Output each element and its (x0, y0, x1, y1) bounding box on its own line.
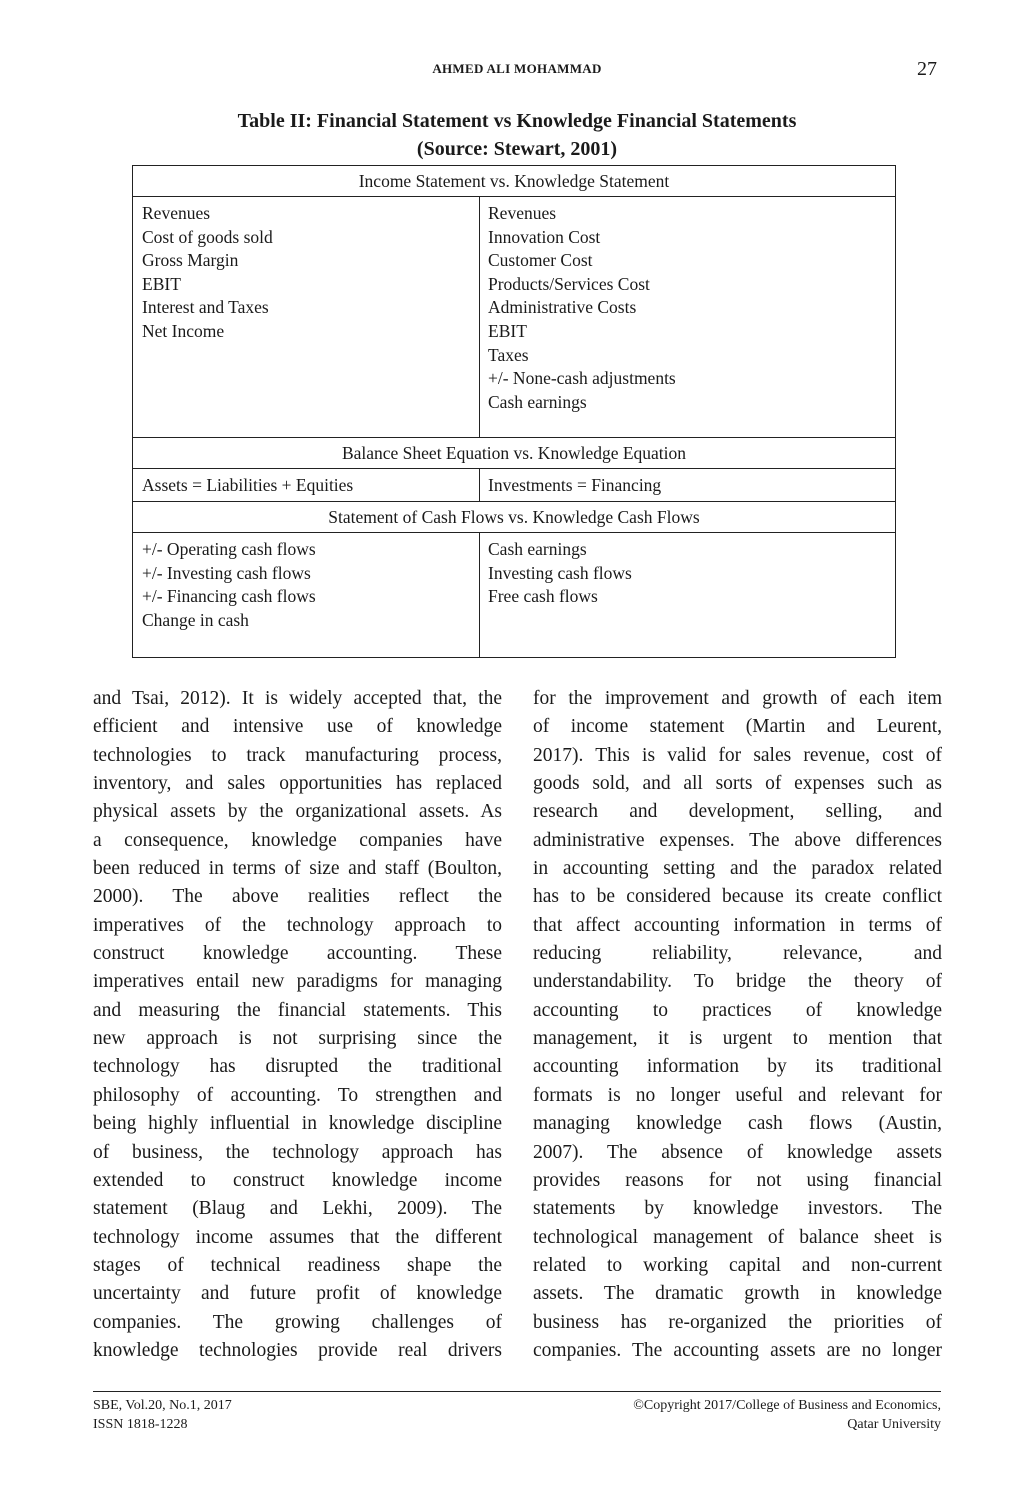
table-cell-line: Interest and Taxes (142, 297, 269, 318)
table-cell-line: Cash earnings (488, 391, 587, 412)
footer-divider (93, 1391, 941, 1392)
body-text-line: managing knowledge cash flows (Austin, (533, 1113, 942, 1135)
body-text-line: efficient and intensive use of knowledge (93, 716, 502, 738)
body-text-line: formats is no longer useful and relevant for (533, 1084, 942, 1106)
body-text-line: inventory, and sales opportunities has replaced (93, 773, 502, 795)
income-statement-heading: Income Statement vs. Knowledge Statement (133, 166, 896, 197)
body-text-line: technologies to track manufacturing process, (93, 744, 502, 766)
running-head: AHMED ALI MOHAMMAD (432, 61, 602, 76)
cash-flows-heading: Statement of Cash Flows vs. Knowledge Cash Flows (133, 502, 896, 533)
body-text-line: for the improvement and growth of each item (533, 688, 942, 709)
body-text-line: management, it is urgent to mention that (533, 1028, 942, 1050)
body-text-line: uncertainty and future profit of knowledge (93, 1283, 502, 1305)
body-text-line: knowledge technologies provide real drivers (93, 1339, 502, 1361)
table-cell-line: Revenues (142, 203, 211, 223)
body-text-line: new approach is not surprising since the (93, 1028, 502, 1050)
body-text-line: related to working capital and non-current (533, 1254, 942, 1276)
body-text-line: technological management of balance sheet is (533, 1226, 942, 1248)
page-number: 27 (917, 58, 937, 80)
body-text-line: statements by knowledge investors. The (533, 1198, 942, 1220)
body-text-line: companies. The accounting assets are no longer (533, 1339, 942, 1361)
footer-journal-info (93, 1396, 232, 1434)
body-text-line: assets. The dramatic growth in knowledge (533, 1283, 942, 1305)
footer-copyright (541, 1396, 941, 1434)
knowledge-equation: Investments = Financing (480, 469, 896, 502)
body-text-line: of business, the technology approach has (93, 1141, 502, 1163)
table-cell-line: Revenues (488, 203, 557, 223)
body-text-line: goods sold, and all sorts of expenses such as (533, 773, 942, 795)
body-text-line: philosophy of accounting. To strengthen and (93, 1084, 502, 1106)
table-cell-line: Cost of goods sold (142, 226, 273, 247)
body-text-line: provides reasons for not using financial (533, 1169, 942, 1191)
body-text-line: research and development, selling, and (533, 801, 942, 823)
body-text-line: and Tsai, 2012). It is widely accepted that, the (93, 688, 502, 709)
body-text-line: statement (Blaug and Lekhi, 2009). The (93, 1198, 502, 1220)
body-text-line: been reduced in terms of size and staff (Boulton, (93, 858, 502, 880)
table-caption-source: (Source: Stewart, 2001) (416, 138, 618, 160)
body-text-line: understandability. To bridge the theory of (533, 971, 942, 993)
body-text-line: stages of technical readiness shape the (93, 1254, 502, 1276)
body-text-line: extended to construct knowledge income (93, 1169, 502, 1191)
balance-sheet-heading: Balance Sheet Equation vs. Knowledge Equation (133, 438, 896, 469)
body-text-line: imperatives entail new paradigms for managing (93, 971, 502, 993)
table-cell-line: Investing cash flows (488, 562, 632, 583)
body-text-line: physical assets by the organizational assets. As (93, 801, 502, 823)
footer-university: Qatar University (847, 1417, 941, 1432)
table-cell-line: EBIT (488, 320, 527, 341)
table-cell-line: Free cash flows (488, 586, 598, 607)
table-cell-line: Innovation Cost (488, 226, 601, 247)
footer-copyright-line: ©Copyright 2017/College of Business and Economics, (633, 1398, 941, 1413)
table-caption-title: Table II: Financial Statement vs Knowledge Financial Statements (237, 110, 797, 132)
knowledge-statement-items (480, 197, 896, 438)
body-text-line: a consequence, knowledge companies have (93, 829, 502, 851)
footer-issn: ISSN 1818-1228 (93, 1417, 188, 1432)
body-text-line: and measuring the financial statements. This (93, 999, 502, 1021)
body-text-line: construct knowledge accounting. These (93, 943, 502, 965)
body-text-line: accounting information by its traditional (533, 1056, 942, 1078)
body-text-line: being highly influential in knowledge discipline (93, 1113, 502, 1135)
table-cell-line: Cash earnings (488, 539, 587, 559)
income-statement-items (133, 197, 480, 438)
table-cell-line: +/- Operating cash flows (142, 539, 316, 559)
body-text-line: technology has disrupted the traditional (93, 1056, 502, 1078)
body-text-line: accounting to practices of knowledge (533, 999, 942, 1021)
footer-volume: SBE, Vol.20, No.1, 2017 (93, 1398, 232, 1413)
body-text-line: in accounting setting and the paradox related (533, 858, 942, 880)
table-cell-line: +/- None-cash adjustments (488, 368, 676, 389)
cash-flow-items (133, 533, 480, 658)
table-cell-line: Net Income (142, 320, 225, 341)
body-text-line: administrative expenses. The above differences (533, 829, 942, 851)
body-text-right-column (533, 685, 942, 1365)
table-cell-line: Customer Cost (488, 250, 593, 271)
table-cell-line: Change in cash (142, 609, 249, 630)
body-text-line: 2000). The above realities reflect the (93, 886, 502, 908)
body-text-line: companies. The growing challenges of (93, 1311, 502, 1333)
body-text-line: of income statement (Martin and Leurent, (533, 716, 942, 738)
body-text-line: 2007). The absence of knowledge assets (533, 1141, 942, 1163)
body-text-line: business has re-organized the priorities of (533, 1311, 942, 1333)
table-cell-line: EBIT (142, 273, 181, 294)
table-cell-line: Taxes (488, 344, 529, 365)
table-cell-line: Products/Services Cost (488, 273, 650, 294)
body-text-line: has to be considered because its create conflict (533, 886, 942, 908)
body-text-line: imperatives of the technology approach to (93, 914, 502, 936)
body-text-line: technology income assumes that the different (93, 1226, 502, 1248)
table-cell-line: Administrative Costs (488, 297, 637, 318)
body-text-line: 2017). This is valid for sales revenue, cost of (533, 744, 942, 766)
knowledge-cash-flow-items (480, 533, 896, 658)
financial-statements-table (132, 165, 896, 658)
table-caption (0, 107, 1034, 163)
body-text-left-column (93, 685, 502, 1365)
table-cell-line: +/- Investing cash flows (142, 562, 311, 583)
table-cell-line: +/- Financing cash flows (142, 586, 316, 607)
body-text-line: that affect accounting information in terms of (533, 914, 942, 936)
body-text-line: reducing reliability, relevance, and (533, 943, 942, 965)
table-cell-line: Gross Margin (142, 250, 239, 271)
balance-sheet-equation: Assets = Liabilities + Equities (133, 469, 480, 502)
